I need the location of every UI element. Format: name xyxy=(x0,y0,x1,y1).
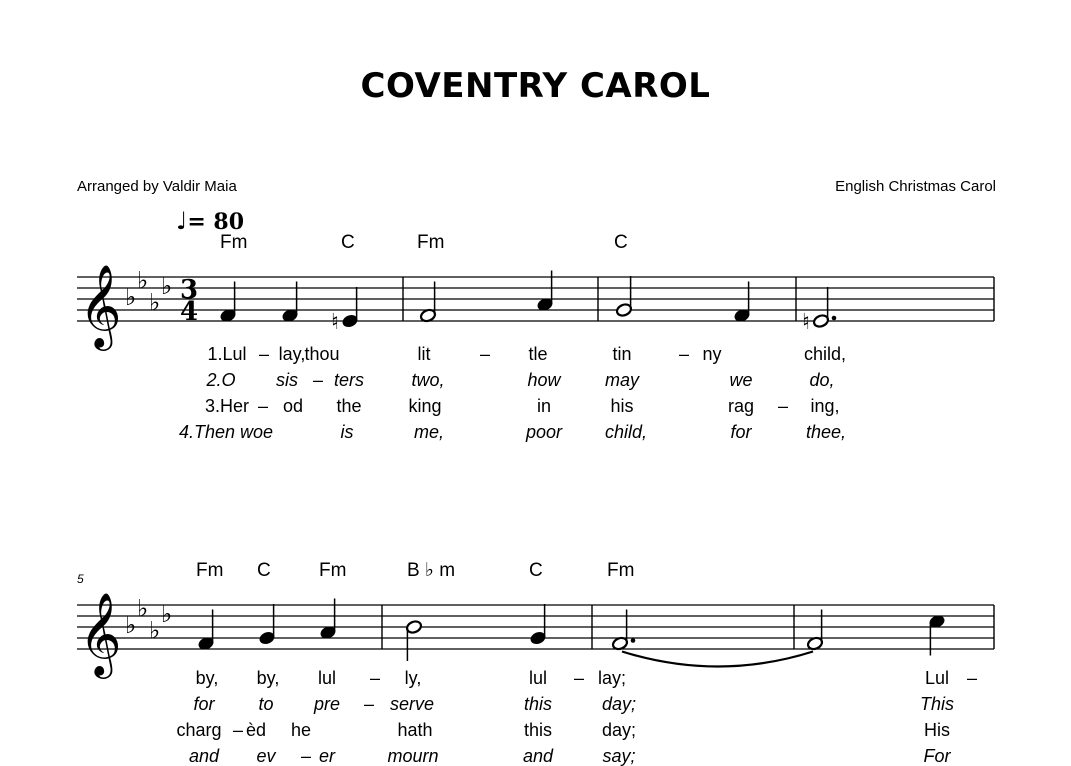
lyric-syllable: thee, xyxy=(805,422,847,442)
lyric-syllable: and xyxy=(188,746,220,766)
chord-symbol: Fm xyxy=(607,560,635,581)
flat-sign: ♭ xyxy=(161,272,173,300)
chord-symbol: Fm xyxy=(417,232,445,253)
chord-symbol: C xyxy=(614,232,628,253)
treble-clef-icon: 𝄞 xyxy=(79,591,122,675)
lyric-syllable: lul xyxy=(317,668,337,688)
lyric-syllable: This xyxy=(919,694,955,714)
flat-sign: ♭ xyxy=(149,616,161,645)
lyric-syllable: er xyxy=(318,746,336,766)
lyric-syllable: serve xyxy=(389,694,435,714)
measure-number: 5 xyxy=(77,572,84,586)
lyric-syllable: this xyxy=(523,694,553,714)
chord-symbol: C xyxy=(257,560,271,581)
flat-sign: ♭ xyxy=(125,283,137,311)
augmentation-dot xyxy=(631,638,636,643)
lyric-syllable: is xyxy=(340,422,354,442)
lyric-syllable: pre xyxy=(313,694,341,714)
augmentation-dot xyxy=(832,316,837,321)
flat-sign: ♭ xyxy=(137,594,149,623)
half-note xyxy=(405,619,422,661)
lyric-syllable: – xyxy=(479,344,491,364)
flat-sign: ♭ xyxy=(161,600,173,628)
lyric-syllable: – xyxy=(312,370,324,390)
lyric-syllable: ly, xyxy=(404,668,422,688)
lyric-syllable: by, xyxy=(256,668,280,688)
lyric-syllable: child, xyxy=(604,422,648,442)
lyric-syllable: 1.Lul xyxy=(207,344,247,364)
lyric-syllable: His xyxy=(924,720,950,740)
lyric-syllable: ing, xyxy=(810,396,840,416)
lyric-syllable: in xyxy=(536,396,552,416)
lyric-syllable: Lul xyxy=(924,668,950,688)
lyric-syllable: – xyxy=(300,746,312,766)
lyric-syllable: lul xyxy=(528,668,548,688)
tempo-marking xyxy=(176,206,244,235)
lyric-syllable: poor xyxy=(525,422,563,442)
lyric-syllable: – xyxy=(777,396,789,416)
lyric-syllable: to xyxy=(258,694,274,714)
lyric-syllable: day; xyxy=(601,694,637,714)
song-title: COVENTRY CAROL xyxy=(360,66,711,106)
staff-system-1 xyxy=(77,263,994,351)
lyric-syllable: lit xyxy=(417,344,431,364)
flat-sign: ♭ xyxy=(149,288,161,317)
lyric-syllable: For xyxy=(923,746,951,766)
lyric-syllable: for xyxy=(193,694,215,714)
lyric-syllable: 4.Then woe xyxy=(178,422,274,442)
lyric-syllable: lay, xyxy=(278,344,306,364)
lyric-syllable: – xyxy=(232,720,244,740)
lyric-syllable: he xyxy=(290,720,312,740)
lyric-syllable: lay; xyxy=(597,668,627,688)
flat-sign: ♭ xyxy=(125,611,137,639)
lyric-syllable: charg xyxy=(176,720,222,740)
lyric-syllable: ny xyxy=(702,344,722,364)
time-signature xyxy=(180,275,198,327)
lyric-syllable: od xyxy=(282,396,304,416)
lyric-syllable: 2.O xyxy=(206,370,236,390)
lyric-syllable: king xyxy=(408,396,442,416)
quarter-note xyxy=(331,287,359,335)
lyric-syllable: do, xyxy=(809,370,835,390)
lyric-syllable: – xyxy=(363,694,375,714)
lyric-syllable: – xyxy=(573,668,585,688)
flat-sign: ♭ xyxy=(137,266,149,295)
quarter-note xyxy=(258,604,275,646)
lyric-syllable: two, xyxy=(411,370,445,390)
time-sig-bottom: 4 xyxy=(180,297,199,327)
lyric-syllable: may xyxy=(604,370,640,390)
lyric-syllable: say; xyxy=(602,746,636,766)
lyric-syllable: sis xyxy=(276,370,298,390)
tie-curve xyxy=(622,652,813,667)
chord-symbol: Fm xyxy=(319,560,347,581)
lyric-syllable: tle xyxy=(528,344,548,364)
chord-symbol: Fm xyxy=(196,560,224,581)
lyric-syllable: 3.Her xyxy=(204,396,250,416)
quarter-note xyxy=(529,604,546,646)
lyric-syllable: we xyxy=(729,370,753,390)
arranger-credit: Arranged by Valdir Maia xyxy=(77,178,237,195)
lyric-syllable: thou xyxy=(304,344,340,364)
lyric-syllable: rag xyxy=(727,396,755,416)
half-note xyxy=(615,276,632,318)
lyric-syllable: his xyxy=(610,396,634,416)
chord-symbol: C xyxy=(529,560,543,581)
lyric-syllable: èd xyxy=(245,720,267,740)
composer-credit: English Christmas Carol xyxy=(835,178,996,195)
quarter-note-icon: ♩ xyxy=(176,206,188,235)
half-note xyxy=(802,287,836,335)
lyric-syllable: me, xyxy=(413,422,445,442)
lyric-syllable: child, xyxy=(803,344,847,364)
lyric-syllable: ev xyxy=(256,746,276,766)
lyric-syllable: – xyxy=(257,396,269,416)
lyric-syllable: mourn xyxy=(387,746,439,766)
lyric-syllable: tin xyxy=(612,344,632,364)
chord-symbol: B ♭ m xyxy=(407,560,456,581)
lyric-syllable: – xyxy=(678,344,690,364)
lyric-syllable: the xyxy=(336,396,362,416)
lyric-syllable: for xyxy=(730,422,752,442)
lyric-syllable: hath xyxy=(397,720,433,740)
lyric-syllable: by, xyxy=(195,668,219,688)
lyric-syllable: how xyxy=(527,370,561,390)
lyric-syllable: ters xyxy=(333,370,365,390)
natural-sign: ♮ xyxy=(331,310,339,335)
lyric-syllable: day; xyxy=(601,720,637,740)
chord-symbol: C xyxy=(341,232,355,253)
tempo-value: = 80 xyxy=(187,209,245,235)
chord-symbol: Fm xyxy=(220,232,248,253)
time-sig-top: 3 xyxy=(180,275,199,305)
lyric-syllable: – xyxy=(369,668,381,688)
lyric-syllable: and xyxy=(522,746,554,766)
natural-sign: ♮ xyxy=(802,310,810,335)
lyric-syllable: – xyxy=(258,344,270,364)
treble-clef-icon: 𝄞 xyxy=(79,263,122,347)
lyric-syllable: – xyxy=(966,668,978,688)
lyric-syllable: this xyxy=(523,720,553,740)
